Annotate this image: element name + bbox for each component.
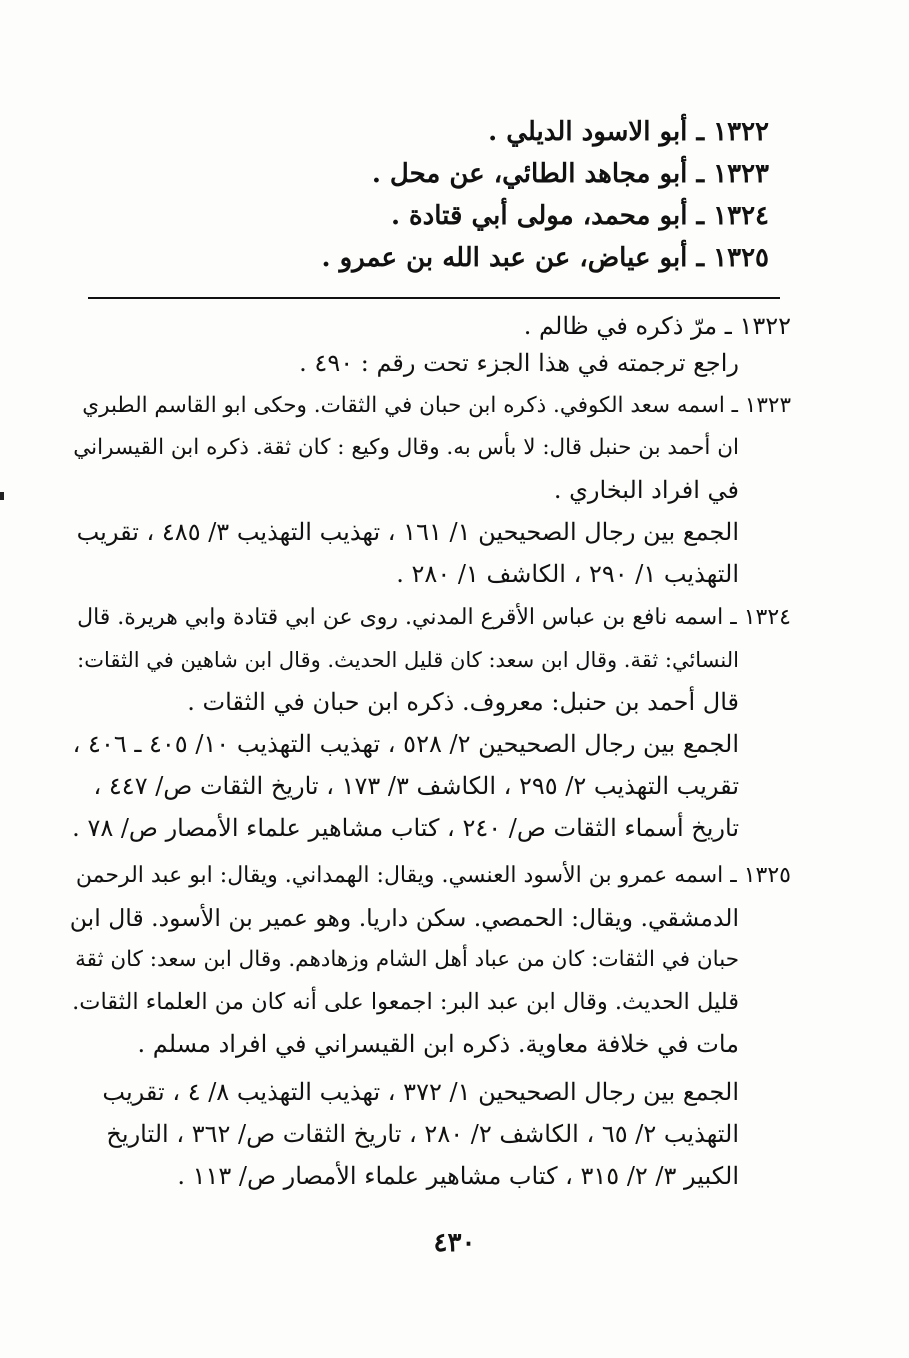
entry-1324: ١٣٢٤ ـ أبو محمد، مولى أبي قتادة . — [390, 201, 769, 231]
note-1325-line: الدمشقي. ويقال: الحمصي. سكن داريا. وهو عمير بن الأسود. قال ابن — [69, 904, 739, 932]
note-1323-line: في افراد البخاري . — [553, 476, 739, 504]
note-1323-line: ان أحمد بن حنبل قال: لا بأس به. وقال وكيع : كان ثقة. ذكره ابن القيسراني — [73, 435, 739, 460]
note-1324-line: ١٣٢٤ ـ اسمه نافع بن عباس الأقرع المدني. روى عن ابي قتادة وابي هريرة. قال — [77, 605, 791, 630]
note-1325-line: الكبير ٣/ ٢/ ٣١٥ ، كتاب مشاهير علماء الأمصار ص/ ١١٣ . — [177, 1162, 739, 1190]
note-1324-line: الجمع بين رجال الصحيحين ٢/ ٥٢٨ ، تهذيب التهذيب ١٠/ ٤٠٥ ـ ٤٠٦ ، — [72, 730, 739, 758]
note-1323-line: التهذيب ١/ ٢٩٠ ، الكاشف ١/ ٢٨٠ . — [396, 560, 739, 588]
entry-1325: ١٣٢٥ ـ أبو عياض، عن عبد الله بن عمرو . — [321, 243, 769, 273]
note-1325-line: مات في خلافة معاوية. ذكره ابن القيسراني في افراد مسلم . — [137, 1030, 739, 1058]
entry-1322: ١٣٢٢ ـ أبو الاسود الديلي . — [488, 117, 769, 147]
note-1323-line: ١٣٢٣ ـ اسمه سعد الكوفي. ذكره ابن حبان في الثقات. وحكى ابو القاسم الطبري — [82, 393, 791, 418]
note-1324-line: قال أحمد بن حنبل: معروف. ذكره ابن حبان في الثقات . — [187, 688, 739, 716]
footnote-separator — [88, 297, 780, 299]
page-number: ٤٣٠ — [433, 1228, 476, 1258]
note-1325-line: حبان في الثقات: كان من عباد أهل الشام وزهادهم. وقال ابن سعد: كان ثقة — [75, 947, 739, 972]
note-1324-line: النسائي: ثقة. وقال ابن سعد: كان قليل الحديث. وقال ابن شاهين في الثقات: — [77, 648, 739, 672]
note-1322-line: راجع ترجمته في هذا الجزء تحت رقم : ٤٩٠ . — [299, 349, 739, 377]
note-1322-line: ١٣٢٢ ـ مرّ ذكره في ظالم . — [523, 312, 791, 340]
note-1323-line: الجمع بين رجال الصحيحين ١/ ١٦١ ، تهذيب التهذيب ٣/ ٤٨٥ ، تقريب — [76, 518, 739, 546]
note-1324-line: تاريخ أسماء الثقات ص/ ٢٤٠ ، كتاب مشاهير علماء الأمصار ص/ ٧٨ . — [72, 814, 739, 842]
note-1325-line: ١٣٢٥ ـ اسمه عمرو بن الأسود العنسي. ويقال: الهمداني. ويقال: ابو عبد الرحمن — [75, 863, 791, 888]
note-1324-line: تقريب التهذيب ٢/ ٢٩٥ ، الكاشف ٣/ ١٧٣ ، تاريخ الثقات ص/ ٤٤٧ ، — [93, 772, 739, 800]
entry-1323: ١٣٢٣ ـ أبو مجاهد الطائي، عن محل . — [371, 159, 769, 189]
note-1325-line: التهذيب ٢/ ٦٥ ، الكاشف ٢/ ٢٨٠ ، تاريخ الثقات ص/ ٣٦٢ ، التاريخ — [106, 1120, 739, 1148]
scan-edge-mark — [0, 492, 4, 500]
note-1325-line: الجمع بين رجال الصحيحين ١/ ٣٧٢ ، تهذيب التهذيب ٨/ ٤ ، تقريب — [102, 1078, 739, 1106]
note-1325-line: قليل الحديث. وقال ابن عبد البر: اجمعوا على أنه كان من العلماء الثقات. — [72, 989, 739, 1015]
